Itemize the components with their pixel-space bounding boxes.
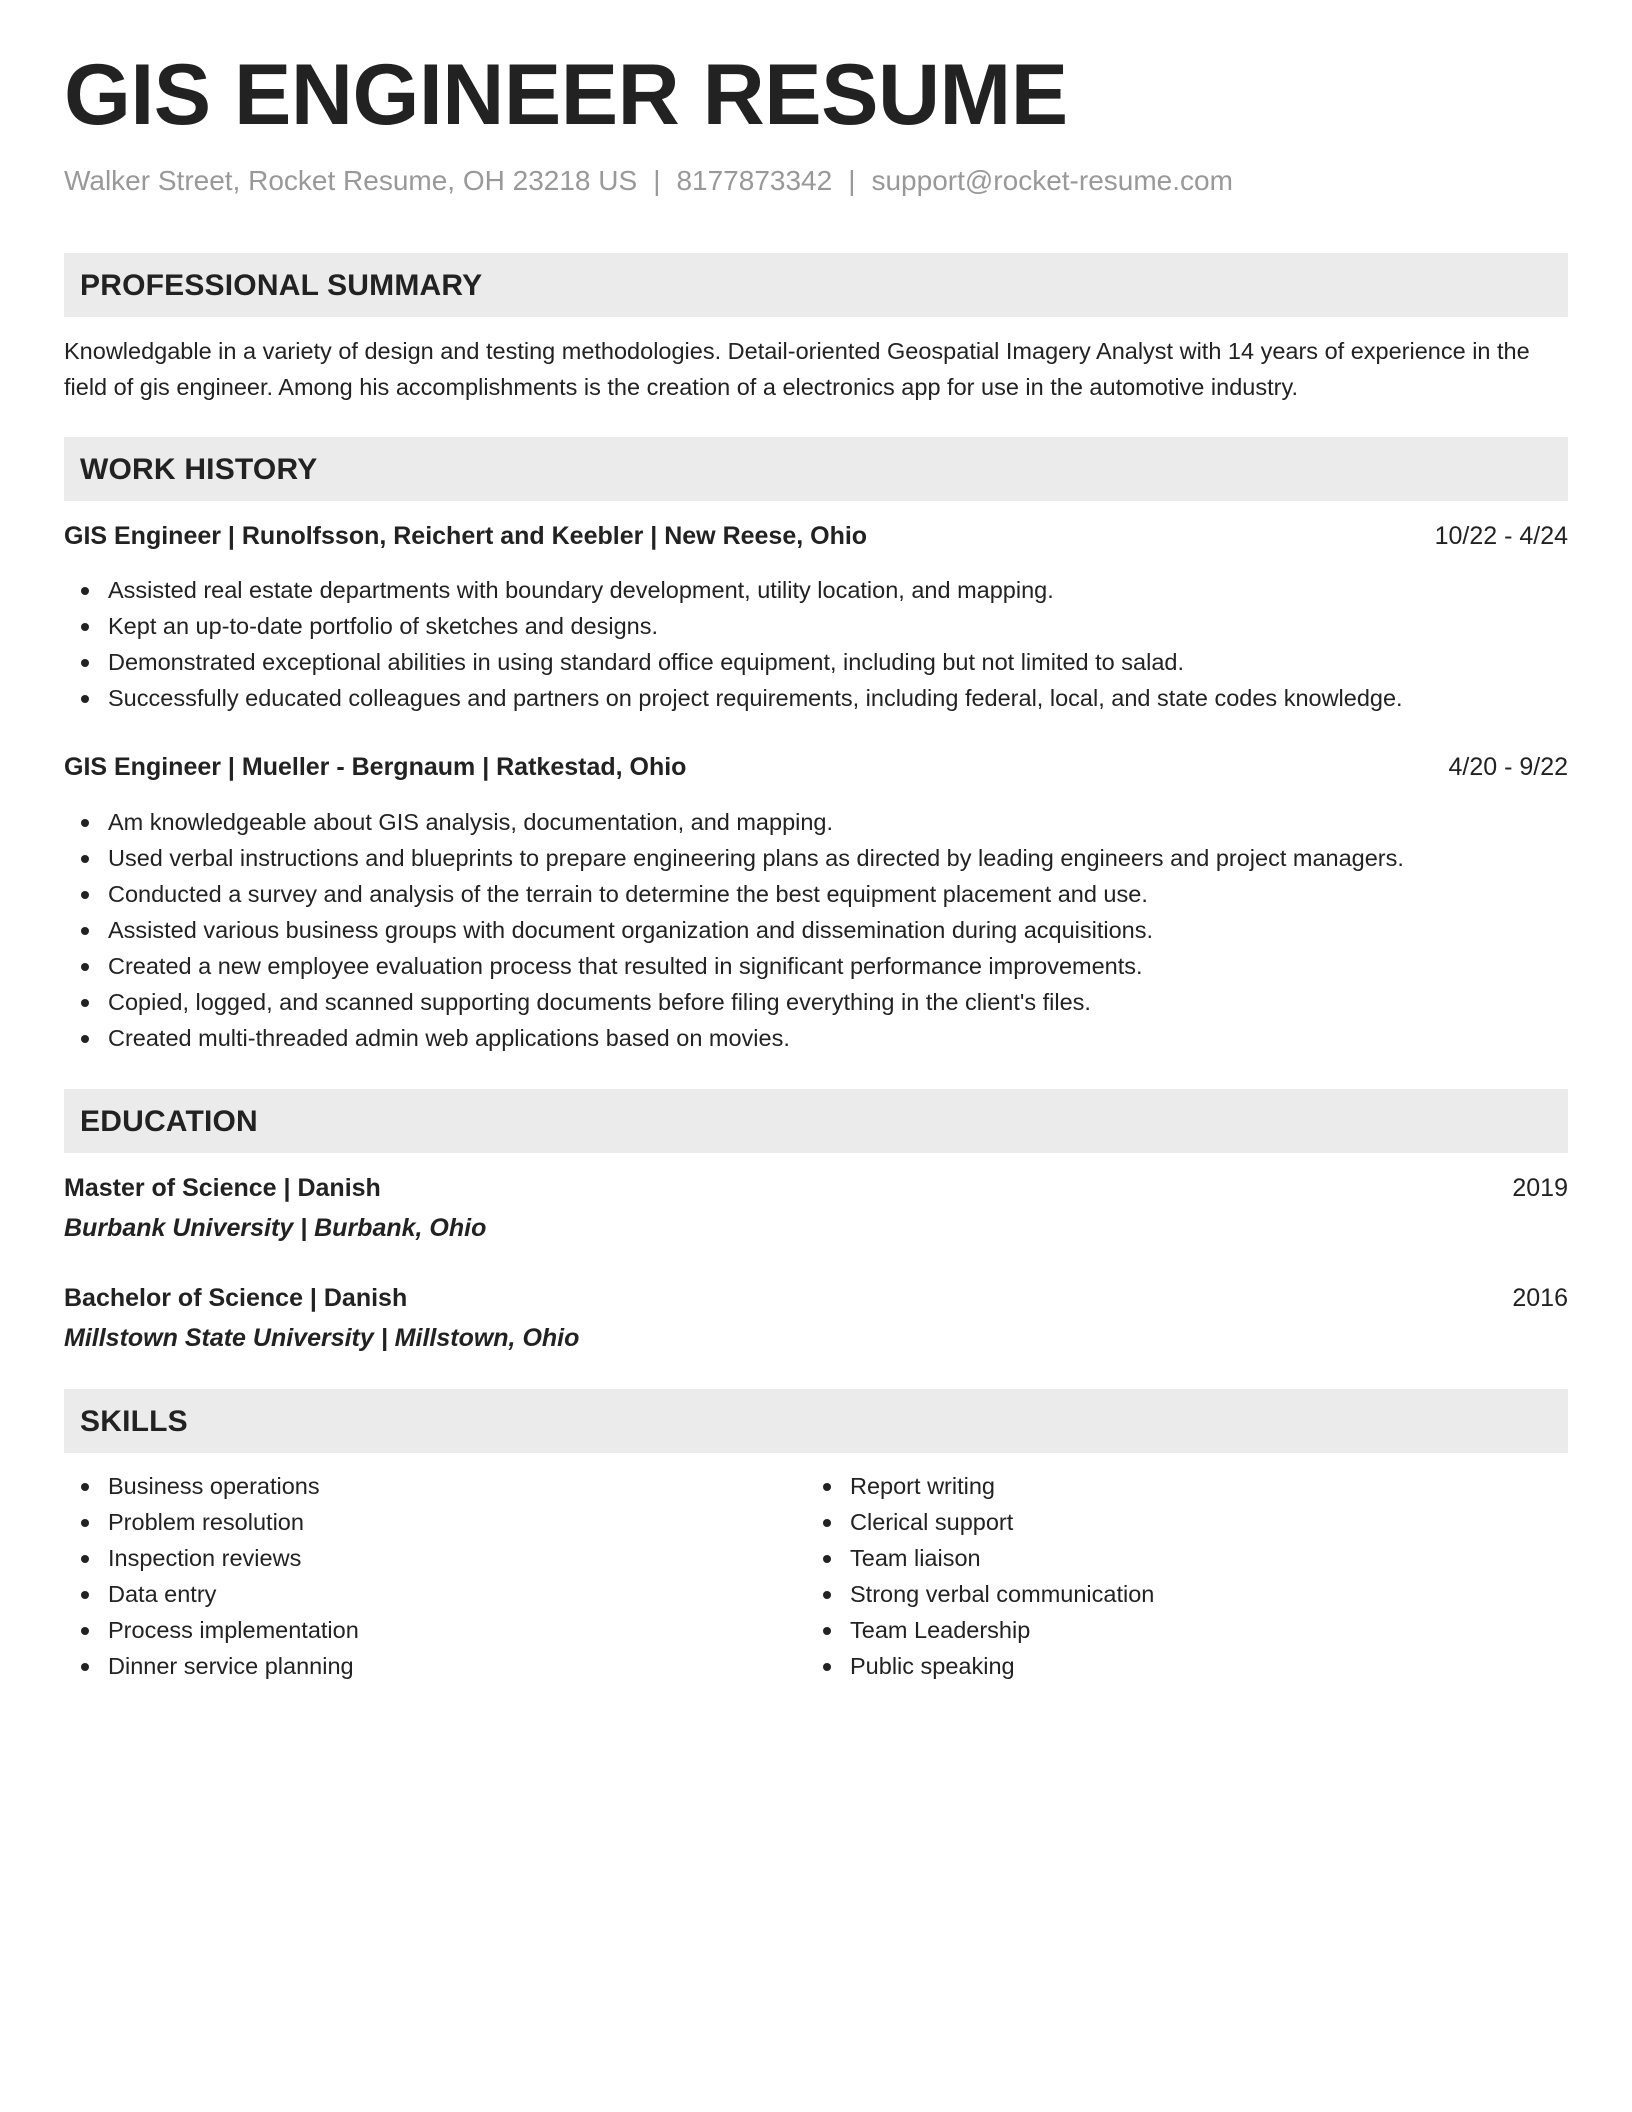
skill-item: Team Leadership — [806, 1612, 1632, 1648]
list-item: Copied, logged, and scanned supporting documents before filing everything in the client's files. — [64, 984, 1568, 1020]
job-header — [64, 751, 1568, 783]
list-item: Successfully educated colleagues and partners on project requirements, including federal, local, and state codes knowledge. — [64, 680, 1568, 716]
list-item: Created multi-threaded admin web applications based on movies. — [64, 1020, 1568, 1056]
job-bullets — [64, 804, 1568, 1056]
skill-item: Process implementation — [64, 1612, 1568, 1648]
list-item: Used verbal instructions and blueprints to prepare engineering plans as directed by leading engineers and project managers. — [64, 840, 1568, 876]
list-item: Conducted a survey and analysis of the terrain to determine the best equipment placement and use. — [64, 876, 1568, 912]
contact-separator: | — [848, 165, 856, 196]
section-heading: EDUCATION — [80, 1105, 258, 1138]
list-item: Kept an up-to-date portfolio of sketches and designs. — [64, 608, 1568, 644]
contact-address: Walker Street, Rocket Resume, OH 23218 US — [64, 165, 638, 196]
contact-email: support@rocket-resume.com — [871, 165, 1233, 196]
skill-item: Data entry — [64, 1576, 1568, 1612]
skill-item: Strong verbal communication — [806, 1576, 1632, 1612]
skill-item: Report writing — [806, 1468, 1632, 1504]
skill-item: Inspection reviews — [64, 1540, 1568, 1576]
skill-item: Business operations — [64, 1468, 1568, 1504]
section-header-skills — [64, 1389, 1568, 1453]
contact-phone: 8177873342 — [676, 165, 833, 196]
education-year: 2016 — [1512, 1284, 1568, 1312]
skill-item: Problem resolution — [64, 1504, 1568, 1540]
skill-item: Dinner service planning — [64, 1648, 1568, 1684]
skill-item: Team liaison — [806, 1540, 1632, 1576]
section-heading: PROFESSIONAL SUMMARY — [80, 269, 483, 302]
resume-title: GIS ENGINEER RESUME — [64, 47, 1068, 143]
education-year: 2019 — [1512, 1174, 1568, 1202]
section-header-education — [64, 1089, 1568, 1153]
education-degree: Bachelor of Science | Danish — [64, 1284, 408, 1312]
job-dates: 4/20 - 9/22 — [1448, 753, 1568, 781]
list-item: Demonstrated exceptional abilities in using standard office equipment, including but not limited to salad. — [64, 644, 1568, 680]
list-item: Assisted various business groups with document organization and dissemination during acquisitions. — [64, 912, 1568, 948]
list-item: Created a new employee evaluation process that resulted in significant performance improvements. — [64, 948, 1568, 984]
job-dates: 10/22 - 4/24 — [1434, 522, 1568, 550]
section-header-summary — [64, 253, 1568, 317]
list-item: Assisted real estate departments with boundary development, utility location, and mapping. — [64, 572, 1568, 608]
education-school: Millstown State University | Millstown, Ohio — [64, 1324, 580, 1352]
section-heading: WORK HISTORY — [80, 453, 318, 486]
education-school: Burbank University | Burbank, Ohio — [64, 1214, 487, 1242]
skill-item: Public speaking — [806, 1648, 1632, 1684]
job-title: GIS Engineer | Mueller - Bergnaum | Ratkestad, Ohio — [64, 753, 687, 781]
education-degree: Master of Science | Danish — [64, 1174, 381, 1202]
job-bullets — [64, 572, 1568, 716]
summary-text: Knowledgable in a variety of design and testing methodologies. Detail-oriented Geospatial Imagery Analyst with 14 years of experience in the field of gis engineer. Among his accomplishments is the creation of a electronics app for use in the automotive industry. — [64, 338, 1530, 400]
contact-separator: | — [653, 165, 661, 196]
job-header — [64, 520, 1568, 552]
job-title: GIS Engineer | Runolfsson, Reichert and Keebler | New Reese, Ohio — [64, 522, 868, 550]
section-heading: SKILLS — [80, 1405, 188, 1438]
contact-line — [64, 167, 1233, 195]
skills-list-right — [806, 1468, 1632, 1684]
list-item: Am knowledgeable about GIS analysis, documentation, and mapping. — [64, 804, 1568, 840]
section-header-work-history — [64, 437, 1568, 501]
skill-item: Clerical support — [806, 1504, 1632, 1540]
